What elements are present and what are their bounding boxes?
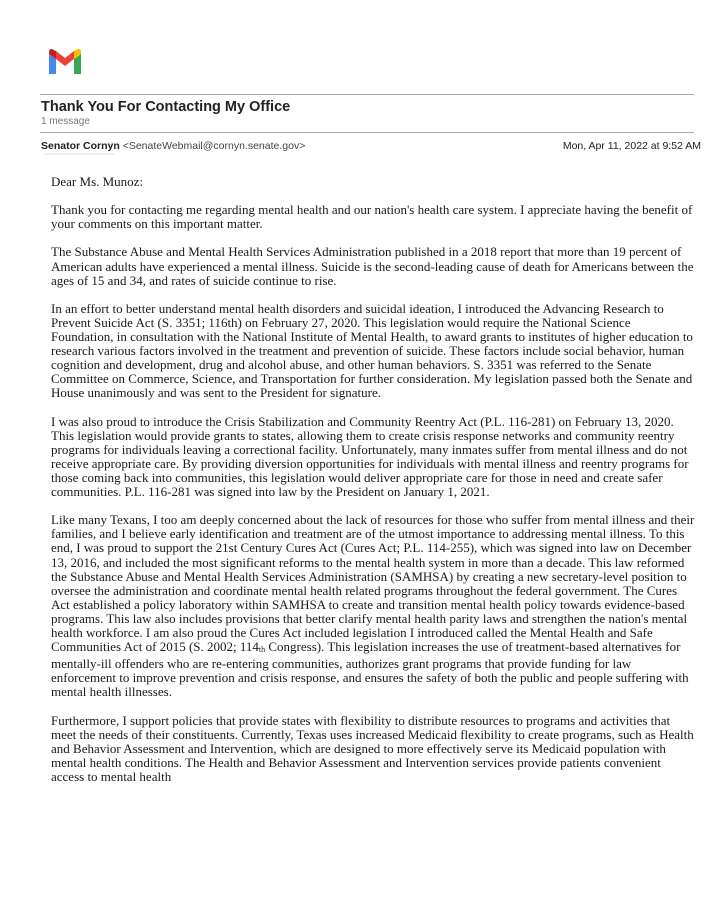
gmail-logo-icon xyxy=(47,49,83,75)
email-greeting: Dear Ms. Munoz: xyxy=(51,174,144,189)
body-paragraph: Thank you for contacting me regarding mental health and our nation's health care system. I appreciate having the benefit of your comments on this important matter. xyxy=(51,202,693,232)
body-text-run: Congress). This legislation increases the use of treatment-based alternatives for mentally-ill offenders who are re-entering communities, authorizes grant programs that provide funding for law enforcement to improve prevention and crisis response, and ensures the safety of both the public and people suffering with mental health illnesses. xyxy=(51,639,689,700)
email-subject: Thank You For Contacting My Office xyxy=(41,99,291,115)
top-divider xyxy=(40,94,694,95)
body-paragraph: The Substance Abuse and Mental Health Services Administration published in a 2018 report that more than 19 percent of American adults have experienced a mental illness. Suicide is the second-leading cause of death for Americans between the ages of 15 and 34, and rates of suicide continue to rise. xyxy=(51,244,694,288)
header-divider xyxy=(40,132,694,133)
ordinal-suffix: th xyxy=(258,645,266,655)
email-body xyxy=(51,175,696,798)
body-paragraph: In an effort to better understand mental health disorders and suicidal ideation, I introduced the Advancing Research to Prevent Suicide Act (S. 3351; 116th) on February 27, 2020. This legislation would require the National Science Foundation, in consultation with the National Institute of Mental Health, to award grants to institutes of higher education to research various factors involved in the treatment and prevention of suicide. These factors include social behavior, human cognition and development, drug and alcohol abuse, and other human behaviors. S. 3351 was referred to the Senate Committee on Commerce, Science, and Transportation for further consideration. My legislation passed both the Senate and House unanimously and was sent to the President for signature. xyxy=(51,300,693,401)
body-paragraph: Furthermore, I support policies that provide states with flexibility to distribute resources to programs and activities that meet the needs of their constituents. Currently, Texas uses increased Medicaid flexibility to create programs, such as Health and Behavior Assessment and Intervention, which are designed to more effectively serve its Medicaid population with mental health conditions. The Health and Behavior Assessment and Intervention services provide patients convenient access to mental health xyxy=(51,712,694,784)
message-count: 1 message xyxy=(41,116,90,127)
sender-email[interactable]: <SenateWebmail@cornyn.senate.gov> xyxy=(122,140,306,152)
body-paragraph: I was also proud to introduce the Crisis Stabilization and Community Reentry Act (P.L. 116-281) on February 13, 2020. This legislation would provide grants to states, allowing them to create crisis response networks and community reentry programs for individuals leaving a correctional facility. Unfortunately, many inmates suffer from mental illness and do not receive appropriate care. By providing diversion opportunities for individuals with mental illness and reentry programs for those coming back into communities, this legislation would deliver appropriate care for those in need and create safer communities. P.L. 116-281 was signed into law by the President on January 1, 2021. xyxy=(51,413,689,500)
sender-name: Senator Cornyn xyxy=(41,140,120,152)
email-date: Mon, Apr 11, 2022 at 9:52 AM xyxy=(562,140,701,152)
faint-divider xyxy=(44,153,114,155)
body-text-run: Like many Texans, I too am deeply concerned about the lack of resources for those who suffer from mental illness and their families, and I believe early identification and treatment are of the utmost importance to addressing mental illness. To this end, I was proud to support the 21st Century Cures Act (Cures Act; P.L. 114-255), which was signed into law on December 13, 2016, and included the most significant reforms to the mental health system in more than a decade. This law reformed the Substance Abuse and Mental Health Services Administration (SAMHSA) by creating a new secretary-level position to oversee the administration and coordinate mental health related programs throughout the federal government. The Cures Act established a policy laboratory within SAMHSA to create and transition mental health policy towards evidence-based programs. This law also includes provisions that better clarify mental health parity laws and strengthen the nation's mental health workforce. I am also proud the Cures Act included legislation I introduced called the Mental Health and Safe Communities Act of 2015 (S. 2002; 114 xyxy=(51,512,695,655)
sender-line xyxy=(41,140,305,152)
body-paragraph xyxy=(51,513,696,699)
